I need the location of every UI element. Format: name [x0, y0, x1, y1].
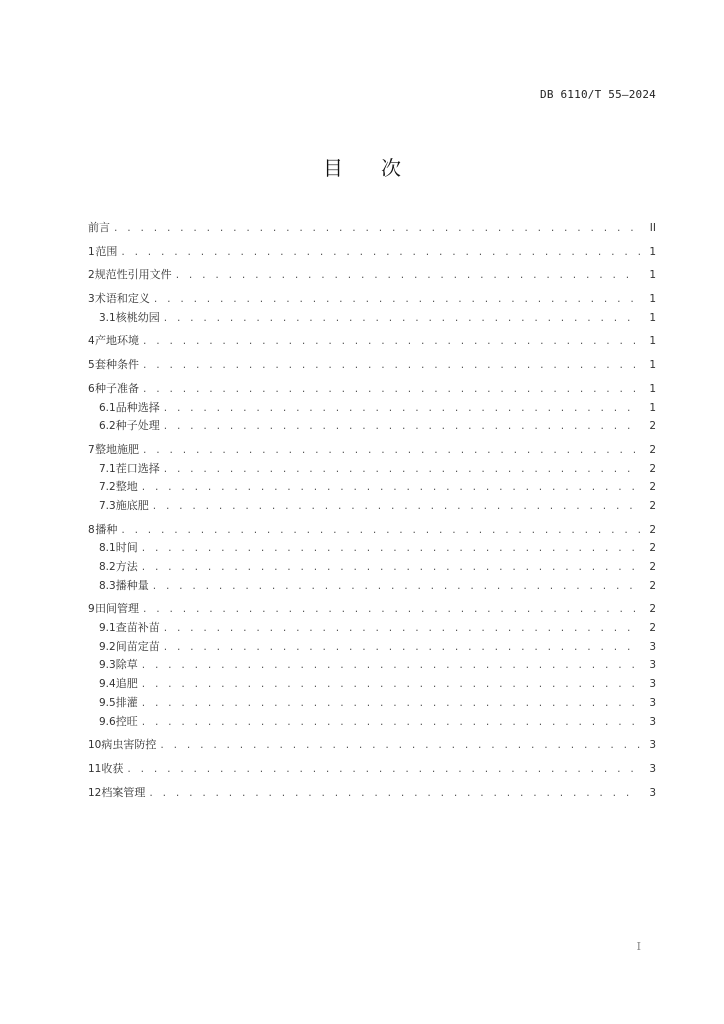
toc-subentry[interactable]	[88, 656, 656, 675]
toc-entry-page: 1	[649, 269, 656, 282]
toc-subentry[interactable]	[88, 713, 656, 732]
toc-entry-page: 1	[649, 335, 656, 348]
footer-page-number: I	[636, 940, 641, 953]
toc-entry-page: 2	[649, 420, 656, 433]
toc-entry-page: 1	[649, 245, 656, 258]
toc-entry-number: 8.1	[99, 542, 116, 555]
dot-leader	[159, 737, 640, 755]
toc-entry-page: 2	[649, 542, 656, 555]
toc-subentry[interactable]	[88, 417, 656, 436]
toc-entry-page: 2	[649, 481, 656, 494]
page-title: 目次	[323, 156, 439, 180]
toc-entry[interactable]	[88, 290, 656, 309]
toc-entry-page: 2	[649, 622, 656, 635]
toc-entry-number: 9.1	[99, 622, 116, 635]
toc-entry-number: 2	[88, 269, 95, 282]
toc-entry[interactable]	[88, 356, 656, 375]
dot-leader	[142, 442, 640, 460]
toc-entry-label: 间苗定苗	[115, 639, 160, 653]
dot-leader	[163, 310, 640, 328]
toc-entry-number: 8.2	[99, 561, 116, 573]
dot-leader	[153, 291, 640, 309]
toc-entry-number: 9.3	[99, 659, 116, 672]
toc-entry-label: 除草	[115, 658, 138, 672]
dot-leader	[163, 418, 640, 436]
toc-entry-page: 3	[649, 715, 656, 728]
toc-entry-number: 6.1	[99, 401, 116, 414]
toc-entry[interactable]	[88, 760, 656, 779]
toc-entry-label: 收获	[101, 761, 124, 775]
toc-entry-page: 3	[649, 786, 656, 799]
toc-subentry[interactable]	[88, 478, 656, 497]
toc-entry-page: 1	[649, 311, 656, 324]
dot-leader	[163, 400, 640, 418]
dot-leader	[141, 695, 640, 713]
toc-entry-number: 5	[88, 359, 95, 372]
toc-entry-label: 规范性引用文件	[94, 268, 172, 282]
dot-leader	[142, 381, 640, 399]
dot-leader	[142, 333, 640, 351]
toc-entry[interactable]	[88, 380, 656, 399]
toc-subentry[interactable]	[88, 497, 656, 516]
toc-entry-label: 产地环境	[95, 334, 140, 348]
toc-entry-page: 3	[649, 762, 656, 775]
toc-entry[interactable]	[88, 219, 656, 238]
toc-entry-page: 3	[649, 739, 656, 752]
toc-entry-page: 3	[649, 696, 656, 709]
toc-entry-label: 时间	[115, 541, 138, 555]
dot-leader	[163, 639, 640, 657]
toc-entry-label: 排灌	[115, 695, 138, 709]
toc-entry-label: 范围	[95, 244, 118, 258]
toc-entry[interactable]	[88, 784, 656, 803]
dot-leader	[142, 357, 640, 375]
toc-entry-page: 2	[649, 603, 656, 616]
toc-entry-number: 3.1	[99, 311, 116, 324]
toc-entry-label: 整地	[115, 480, 138, 494]
toc-entry-label: 种子处理	[115, 419, 160, 433]
dot-leader	[120, 244, 640, 262]
toc-entry-number: 8.3	[99, 579, 116, 592]
toc-subentry[interactable]	[88, 558, 656, 577]
toc-entry-label: 茬口选择	[115, 461, 160, 475]
toc-entry-page: 3	[649, 678, 656, 691]
toc-entry-number: 9.2	[99, 640, 116, 653]
toc-subentry[interactable]	[88, 577, 656, 596]
toc-entry-label: 方法	[115, 560, 138, 573]
toc-entry-label: 套种条件	[95, 358, 140, 372]
toc-entry-number: 7.3	[99, 499, 116, 512]
toc-entry-number: 9	[88, 603, 95, 616]
toc-entry-number: 9.5	[99, 696, 116, 709]
toc-entry-label: 术语和定义	[94, 292, 150, 306]
dot-leader	[163, 461, 640, 479]
toc-entry-number: 12	[88, 786, 102, 799]
toc-entry-label: 查苗补苗	[115, 621, 160, 635]
toc-entry-label: 档案管理	[101, 785, 146, 799]
toc-entry-number: 9.4	[99, 678, 116, 691]
dot-leader	[163, 620, 640, 638]
toc-subentry[interactable]	[88, 539, 656, 558]
toc-entry[interactable]	[88, 441, 656, 460]
dot-leader	[141, 479, 640, 497]
toc-entry-number: 11	[88, 762, 102, 775]
toc-entry-page: II	[649, 222, 656, 234]
dot-leader	[152, 498, 640, 516]
toc-entry-label: 施底肥	[115, 498, 149, 512]
toc-entry-label: 控旺	[115, 714, 138, 728]
toc-subentry[interactable]	[88, 309, 656, 328]
toc-entry-number: 1	[88, 245, 95, 258]
toc-entry-label: 追肥	[115, 677, 138, 691]
toc-entry-label: 病虫害防控	[101, 738, 157, 752]
dot-leader	[152, 578, 640, 596]
toc-entry-page: 1	[649, 401, 656, 414]
toc-entry-page: 2	[649, 561, 656, 573]
toc-subentry[interactable]	[88, 694, 656, 713]
toc-entry[interactable]	[88, 600, 656, 619]
toc-entry-number: 8	[88, 523, 95, 536]
document-code: DB 6110/T 55—2024	[540, 88, 656, 101]
toc-entry-page: 3	[649, 659, 656, 672]
dot-leader	[126, 761, 640, 779]
toc-entry[interactable]	[88, 266, 656, 285]
toc-subentry[interactable]	[88, 460, 656, 479]
toc-entry-label: 播种量	[115, 578, 149, 592]
dot-leader	[148, 785, 640, 803]
toc-entry-number: 6.2	[99, 420, 116, 433]
toc-entry-page: 2	[649, 462, 656, 475]
toc-entry-number: 4	[88, 335, 95, 348]
toc-entry-page: 1	[649, 382, 656, 395]
dot-leader	[175, 267, 640, 285]
toc-entry[interactable]	[88, 332, 656, 351]
toc-entry-page: 2	[649, 499, 656, 512]
toc-entry-number: 9.6	[99, 715, 116, 728]
toc-entry-label: 田间管理	[95, 602, 140, 616]
dot-leader	[113, 220, 640, 238]
toc-entry-number: 6	[88, 382, 95, 395]
toc-entry-number: 3	[88, 293, 95, 306]
toc-entry-label: 核桃幼园	[115, 310, 160, 324]
toc-subentry[interactable]	[88, 399, 656, 418]
toc-entry[interactable]	[88, 736, 656, 755]
dot-leader	[141, 540, 640, 558]
toc-entry-page: 3	[649, 640, 656, 653]
dot-leader	[141, 657, 640, 675]
toc-entry-page: 2	[649, 443, 656, 456]
toc-entry-label: 播种	[95, 522, 118, 536]
toc-entry-label: 种子准备	[95, 381, 140, 395]
toc-entry-page: 1	[649, 359, 656, 372]
toc-entry-number: 7	[88, 443, 95, 456]
toc-entry[interactable]	[88, 243, 656, 262]
toc-entry[interactable]	[88, 521, 656, 540]
toc-entry-number: 10	[88, 739, 102, 752]
dot-leader	[120, 522, 640, 540]
toc-entry-number: 7.2	[99, 481, 116, 494]
dot-leader	[141, 714, 640, 732]
dot-leader	[141, 559, 640, 577]
dot-leader	[141, 676, 640, 694]
toc-entry-page: 2	[649, 579, 656, 592]
toc-subentry[interactable]	[88, 638, 656, 657]
toc-subentry[interactable]	[88, 675, 656, 694]
toc-entry-label: 整地施肥	[95, 442, 140, 456]
table-of-contents	[88, 219, 656, 802]
toc-entry-page: 1	[649, 293, 656, 306]
toc-entry-number: 7.1	[99, 462, 116, 475]
toc-entry-label: 品种选择	[115, 400, 160, 414]
dot-leader	[142, 601, 640, 619]
toc-subentry[interactable]	[88, 619, 656, 638]
toc-entry-label: 前言	[88, 221, 110, 234]
toc-entry-page: 2	[649, 523, 656, 536]
